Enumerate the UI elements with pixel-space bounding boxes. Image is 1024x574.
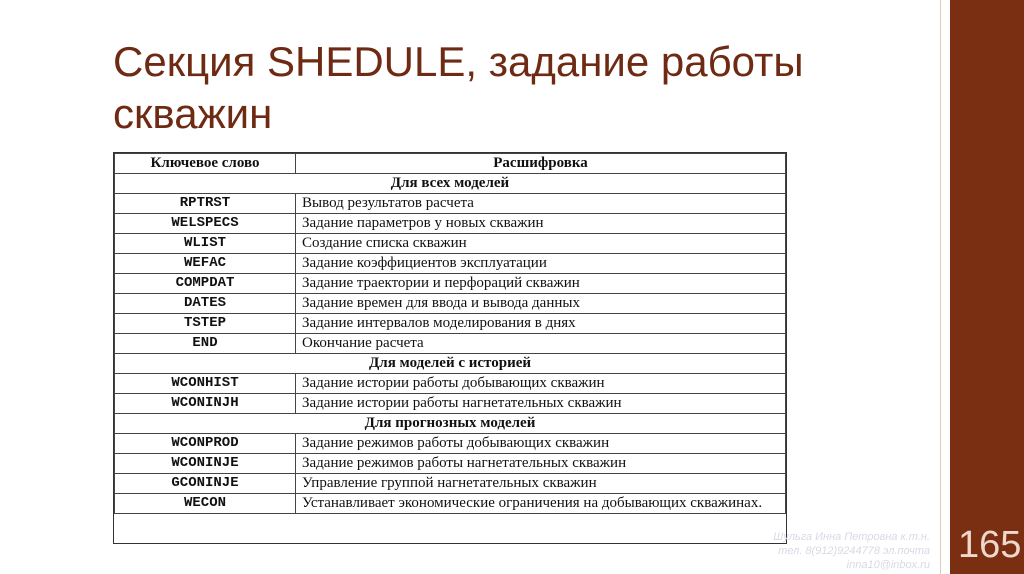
keyword-cell: WCONINJE (115, 454, 296, 474)
description-cell: Задание режимов работы нагнетательных скважин (296, 454, 786, 474)
section-title: Для прогнозных моделей (115, 414, 786, 434)
description-cell: Вывод результатов расчета (296, 194, 786, 214)
description-cell: Окончание расчета (296, 334, 786, 354)
table-row (115, 434, 786, 454)
author-line: inna10@inbox.ru (846, 559, 930, 571)
page-number: 165 (958, 524, 1022, 566)
table-row (115, 314, 786, 334)
keyword-cell: WEFAC (115, 254, 296, 274)
keyword-cell: END (115, 334, 296, 354)
author-line: тел. 8(912)9244778 эл.почта (778, 545, 930, 557)
table-row (115, 394, 786, 414)
section-title: Для моделей с историей (115, 354, 786, 374)
section-row (115, 354, 786, 374)
description-cell: Задание истории работы добывающих скважин (296, 374, 786, 394)
description-cell: Задание интервалов моделирования в днях (296, 314, 786, 334)
section-row (115, 414, 786, 434)
keywords-table (114, 153, 786, 514)
header-description: Расшифровка (296, 154, 786, 174)
description-cell: Задание параметров у новых скважин (296, 214, 786, 234)
table-row (115, 294, 786, 314)
table-header-row (115, 154, 786, 174)
keyword-cell: WCONPROD (115, 434, 296, 454)
keyword-cell: DATES (115, 294, 296, 314)
keywords-table-image (113, 152, 787, 544)
table-row (115, 254, 786, 274)
description-cell: Управление группой нагнетательных скважин (296, 474, 786, 494)
table-row (115, 474, 786, 494)
author-line: Шульга Инна Петровна к.т.н. (773, 531, 930, 543)
table-row (115, 214, 786, 234)
table-row (115, 234, 786, 254)
keyword-cell: WECON (115, 494, 296, 514)
keyword-cell: WLIST (115, 234, 296, 254)
table-row (115, 494, 786, 514)
author-info (700, 530, 930, 572)
section-row (115, 174, 786, 194)
side-divider-line (940, 0, 941, 574)
keyword-cell: WELSPECS (115, 214, 296, 234)
table-row (115, 194, 786, 214)
side-bar (950, 0, 1024, 574)
description-cell: Создание списка скважин (296, 234, 786, 254)
table-row (115, 274, 786, 294)
description-cell: Устанавливает экономические ограничения на добывающих скважинах. (296, 494, 786, 514)
header-keyword: Ключевое слово (115, 154, 296, 174)
description-cell: Задание времен для ввода и вывода данных (296, 294, 786, 314)
table-row (115, 334, 786, 354)
keyword-cell: TSTEP (115, 314, 296, 334)
table-row (115, 374, 786, 394)
keyword-cell: WCONINJH (115, 394, 296, 414)
description-cell: Задание режимов работы добывающих скважин (296, 434, 786, 454)
keyword-cell: WCONHIST (115, 374, 296, 394)
keyword-cell: GCONINJE (115, 474, 296, 494)
description-cell: Задание истории работы нагнетательных скважин (296, 394, 786, 414)
section-title: Для всех моделей (115, 174, 786, 194)
keyword-cell: COMPDAT (115, 274, 296, 294)
table-row (115, 454, 786, 474)
keyword-cell: RPTRST (115, 194, 296, 214)
slide-title: Секция SHEDULE, задание работы скважин (113, 38, 804, 137)
description-cell: Задание траектории и перфораций скважин (296, 274, 786, 294)
description-cell: Задание коэффициентов эксплуатации (296, 254, 786, 274)
